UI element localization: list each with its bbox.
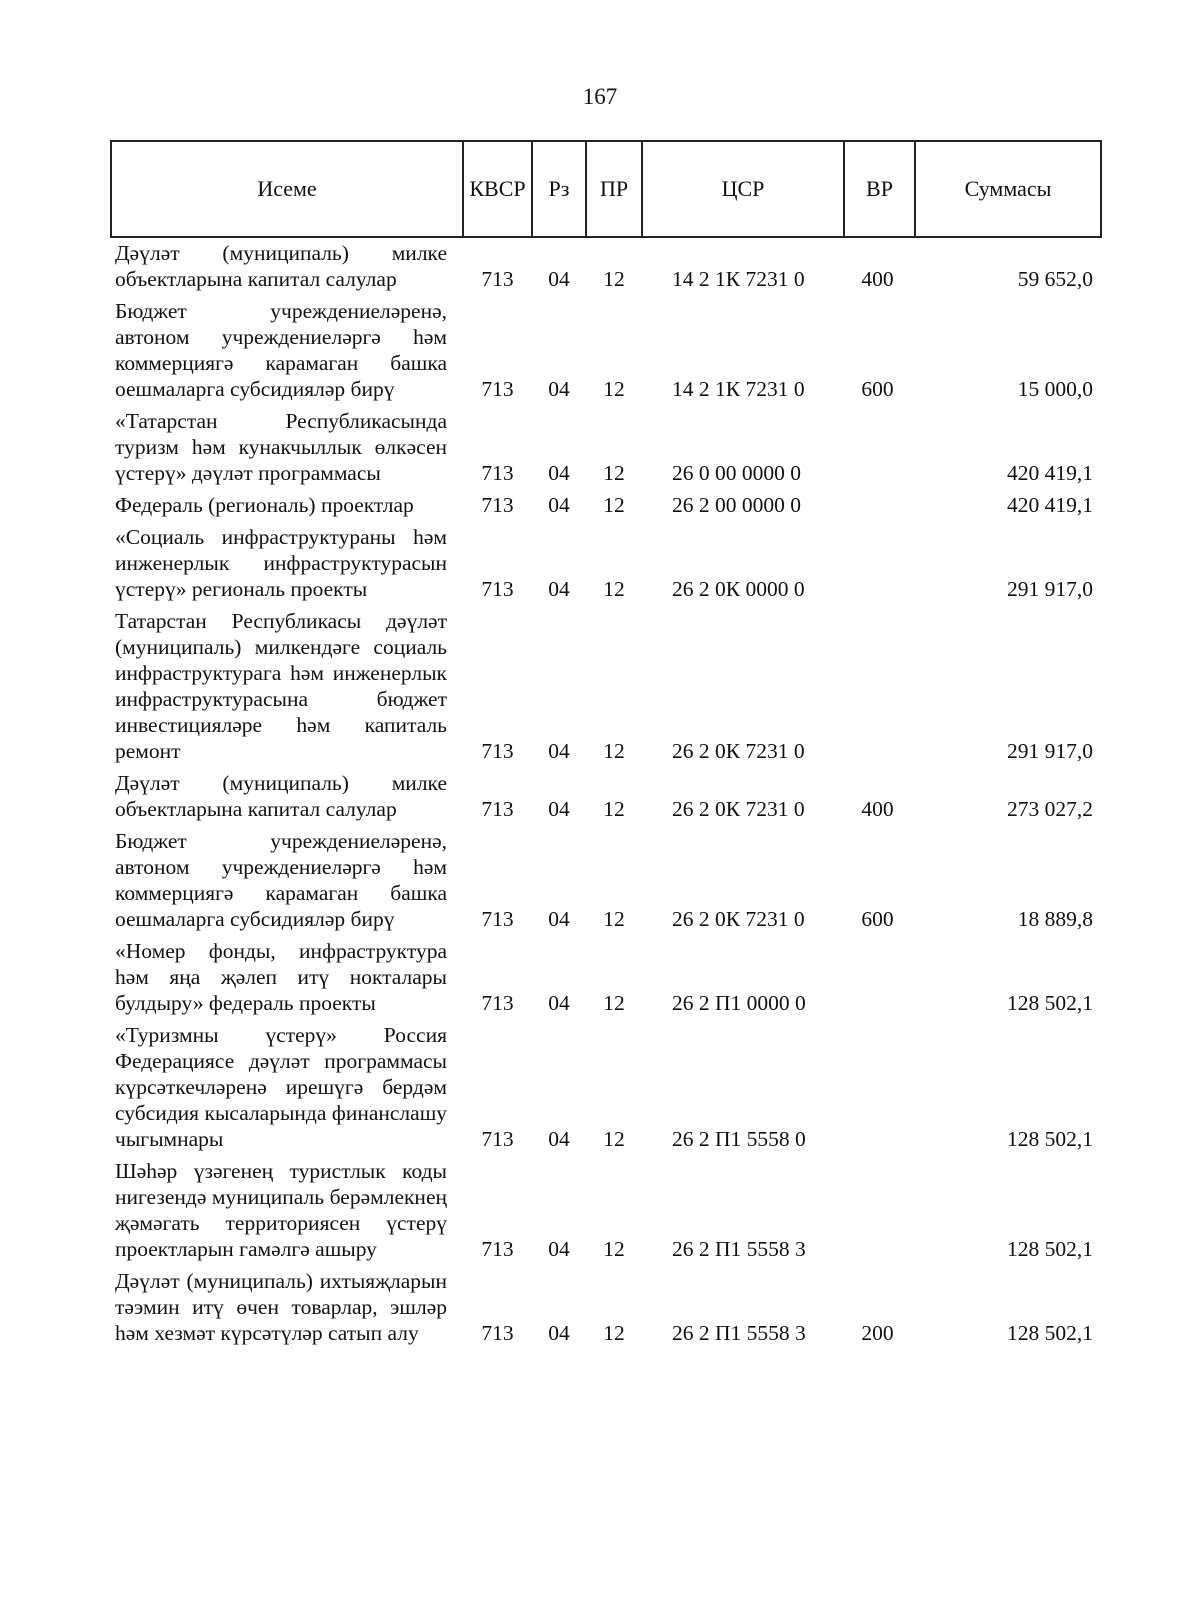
row-kvsr: 713 <box>481 267 514 291</box>
row-name: Дәүләт (муниципаль) милке объектларына капитал салулар <box>115 241 447 291</box>
row-kvsr: 713 <box>481 577 514 601</box>
table-row <box>111 522 1101 606</box>
row-vr <box>844 522 915 606</box>
row-name: Бюджет учреждениеләренә, автоном учреждениеләргә һәм коммерциягә карамаган башка оешмаларга субсидияләр бирү <box>115 829 447 931</box>
row-rz: 04 <box>548 907 570 931</box>
row-sum: 128 502,1 <box>1007 1127 1093 1151</box>
row-kvsr: 713 <box>481 1127 514 1151</box>
row-rz: 04 <box>548 577 570 601</box>
row-vr: 600 <box>861 377 894 401</box>
table-row <box>111 237 1101 296</box>
row-sum: 128 502,1 <box>1007 1321 1093 1345</box>
row-vr <box>844 1020 915 1156</box>
row-rz: 04 <box>548 797 570 821</box>
table-row <box>111 768 1101 826</box>
row-rz: 04 <box>548 267 570 291</box>
row-rz: 04 <box>548 1127 570 1151</box>
row-kvsr: 713 <box>481 377 514 401</box>
row-pr: 12 <box>603 907 625 931</box>
row-pr: 12 <box>603 739 625 763</box>
page-number: 167 <box>582 84 618 109</box>
row-pr: 12 <box>603 1321 625 1345</box>
header-kvsr: КВСР <box>463 141 532 237</box>
row-vr: 400 <box>861 797 894 821</box>
table-row <box>111 826 1101 936</box>
row-vr <box>844 406 915 490</box>
row-pr: 12 <box>603 577 625 601</box>
row-kvsr: 713 <box>481 1237 514 1261</box>
row-kvsr: 713 <box>481 991 514 1015</box>
row-vr: 400 <box>861 267 894 291</box>
row-vr <box>844 936 915 1020</box>
row-kvsr: 713 <box>481 1321 514 1345</box>
table-header <box>111 141 1101 237</box>
table-row <box>111 1266 1101 1350</box>
row-csr: 26 2 0К 7231 0 <box>672 797 805 821</box>
row-name: Федераль (региональ) проектлар <box>115 493 414 517</box>
row-vr <box>844 606 915 768</box>
row-pr: 12 <box>603 797 625 821</box>
row-csr: 14 2 1К 7231 0 <box>672 267 805 291</box>
row-rz: 04 <box>548 493 570 517</box>
header-vr: ВР <box>844 141 915 237</box>
row-name: Дәүләт (муниципаль) милке объектларына капитал салулар <box>115 771 447 821</box>
row-name: «Номер фонды, инфраструктура һәм яңа җәлеп итү нокталары булдыру» федераль проекты <box>115 939 447 1015</box>
row-rz: 04 <box>548 739 570 763</box>
row-kvsr: 713 <box>481 461 514 485</box>
row-rz: 04 <box>548 1237 570 1261</box>
row-name: Шәһәр үзәгенең туристлык коды нигезендә муниципаль берәмлекнең җәмәгать территориясен үстерү проектларын гамәлгә ашыру <box>115 1159 447 1261</box>
row-name: «Социаль инфраструктураны һәм инженерлык инфраструктурасын үстерү» региональ проекты <box>115 525 447 601</box>
table-row <box>111 1156 1101 1266</box>
row-name: «Туризмны үстерү» Россия Федерациясе дәүләт программасы күрсәткечләренә ирешүгә бердәм субсидия кысаларында финанслашу чыгымнары <box>115 1023 447 1151</box>
row-sum: 18 889,8 <box>1017 907 1093 931</box>
row-sum: 291 917,0 <box>1007 739 1093 763</box>
table-row <box>111 406 1101 490</box>
row-pr: 12 <box>603 267 625 291</box>
row-pr: 12 <box>603 1127 625 1151</box>
row-pr: 12 <box>603 991 625 1015</box>
header-name: Исеме <box>111 141 463 237</box>
row-rz: 04 <box>548 991 570 1015</box>
row-kvsr: 713 <box>481 493 514 517</box>
row-vr: 600 <box>861 907 894 931</box>
row-sum: 291 917,0 <box>1007 577 1093 601</box>
table-row <box>111 1020 1101 1156</box>
row-rz: 04 <box>548 377 570 401</box>
header-rz: Рз <box>532 141 586 237</box>
header-sum: Суммасы <box>915 141 1101 237</box>
row-pr: 12 <box>603 461 625 485</box>
row-csr: 26 0 00 0000 0 <box>672 461 801 485</box>
row-rz: 04 <box>548 1321 570 1345</box>
row-csr: 26 2 0К 7231 0 <box>672 907 805 931</box>
row-pr: 12 <box>603 493 625 517</box>
table-body <box>111 237 1101 1350</box>
row-kvsr: 713 <box>481 907 514 931</box>
table-row <box>111 490 1101 522</box>
row-pr: 12 <box>603 377 625 401</box>
row-kvsr: 713 <box>481 797 514 821</box>
header-pr: ПР <box>586 141 642 237</box>
row-csr: 26 2 0К 0000 0 <box>672 577 805 601</box>
row-sum: 420 419,1 <box>1007 493 1093 517</box>
row-sum: 128 502,1 <box>1007 991 1093 1015</box>
row-sum: 128 502,1 <box>1007 1237 1093 1261</box>
row-sum: 420 419,1 <box>1007 461 1093 485</box>
row-name: Татарстан Республикасы дәүләт (муниципаль) милкендәге социаль инфраструктурага һәм инженерлык инфраструктурасына бюджет инвестицияләре һәм капиталь ремонт <box>115 609 447 763</box>
row-csr: 14 2 1К 7231 0 <box>672 377 805 401</box>
row-pr: 12 <box>603 1237 625 1261</box>
header-row <box>111 141 1101 237</box>
row-name: Дәүләт (муниципаль) ихтыяҗларын тәэмин итү өчен товарлар, эшләр һәм хезмәт күрсәтүләр сатып алу <box>115 1269 447 1345</box>
row-csr: 26 2 П1 0000 0 <box>672 991 806 1015</box>
row-name: Бюджет учреждениеләренә, автоном учреждениеләргә һәм коммерциягә карамаган башка оешмаларга субсидияләр бирү <box>115 299 447 401</box>
row-csr: 26 2 00 0000 0 <box>672 493 801 517</box>
row-sum: 273 027,2 <box>1007 797 1093 821</box>
row-vr <box>844 490 915 522</box>
table-row <box>111 296 1101 406</box>
row-vr <box>844 1156 915 1266</box>
row-kvsr: 713 <box>481 739 514 763</box>
row-csr: 26 2 П1 5558 0 <box>672 1127 806 1151</box>
table-row <box>111 936 1101 1020</box>
row-sum: 59 652,0 <box>1017 267 1093 291</box>
budget-table <box>110 140 1102 1350</box>
row-vr: 200 <box>861 1321 894 1345</box>
row-rz: 04 <box>548 461 570 485</box>
table-row <box>111 606 1101 768</box>
row-csr: 26 2 П1 5558 3 <box>672 1321 806 1345</box>
row-csr: 26 2 0К 7231 0 <box>672 739 805 763</box>
row-csr: 26 2 П1 5558 3 <box>672 1237 806 1261</box>
row-name: «Татарстан Республикасында туризм һәм кунакчыллык өлкәсен үстерү» дәүләт программасы <box>115 409 447 485</box>
row-sum: 15 000,0 <box>1017 377 1093 401</box>
header-csr: ЦСР <box>642 141 844 237</box>
